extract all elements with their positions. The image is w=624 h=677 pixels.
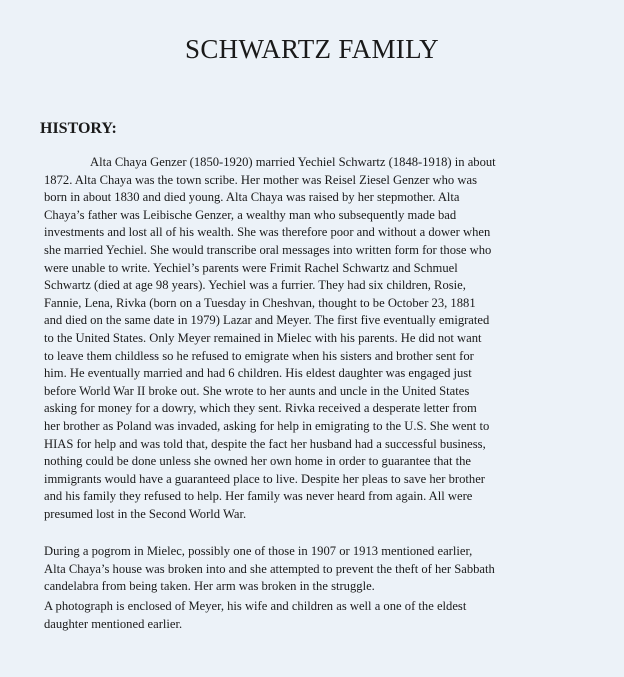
text-line: Chaya’s father was Leibische Genzer, a wealthy man who subsequently made bad (44, 207, 457, 222)
text-line: 1872. Alta Chaya was the town scribe. Her mother was Reisel Ziesel Genzer who was (44, 172, 477, 187)
text-line: to leave them childless so he refused to emigrate when his sisters and brother sent for (44, 348, 474, 363)
text-line: Alta Chaya Genzer (1850-1920) married Yechiel Schwartz (1848-1918) in about (90, 155, 496, 169)
text-line: asking for money for a dowry, which they sent. Rivka received a desperate letter from (44, 401, 477, 416)
text-line: born in about 1830 and died young. Alta Chaya was raised by her stepmother. Alta (44, 190, 460, 205)
text-line: and his family they refused to help. Her family was never heard from again. All were (44, 489, 473, 504)
pogrom-paragraph (44, 543, 584, 596)
text-line: A photograph is enclosed of Meyer, his wife and children as well a one of the eldest (44, 599, 467, 613)
text-line: her brother as Poland was invaded, asking for help in emigrating to the U.S. She went to (44, 418, 490, 433)
text-line: Fannie, Lena, Rivka (born on a Tuesday in Cheshvan, thought to be October 23, 1881 (44, 295, 476, 310)
history-heading: HISTORY: (40, 120, 117, 137)
text-line: him. He eventually married and had 6 children. His eldest daughter was engaged just (44, 366, 472, 381)
text-line: Alta Chaya’s house was broken into and she attempted to prevent the theft of her Sabbath (44, 561, 495, 576)
history-paragraph (44, 154, 584, 523)
text-line: and died on the same date in 1979) Lazar and Meyer. The first five eventually emigrated (44, 313, 490, 328)
text-line: HIAS for help and was told that, despite the fact her husband had a successful business, (44, 436, 486, 451)
text-line: immigrants would have a guaranteed place to live. Despite her pleas to save her brother (44, 471, 485, 486)
text-line: presumed lost in the Second World War. (44, 506, 247, 521)
text-line: Schwartz (died at age 98 years). Yechiel was a furrier. They had six children, Rosie, (44, 278, 466, 293)
text-line: During a pogrom in Mielec, possibly one of those in 1907 or 1913 mentioned earlier, (44, 544, 473, 558)
text-line: daughter mentioned earlier. (44, 616, 183, 631)
text-line: candelabra from being taken. Her arm was broken in the struggle. (44, 579, 375, 594)
text-line: before World War II broke out. She wrote to her aunts and uncle in the United States (44, 383, 470, 398)
text-line: to the United States. Only Meyer remained in Mielec with his parents. He did not want (44, 330, 482, 345)
text-line: investments and lost all of his wealth. She was therefore poor and without a dower when (44, 225, 491, 240)
text-line: nothing could be done unless she owned her own home in order to guarantee that the (44, 454, 472, 469)
text-line: were unable to write. Yechiel’s parents were Frimit Rachel Schwartz and Schmuel (44, 260, 458, 275)
page-title: SCHWARTZ FAMILY (185, 34, 439, 64)
text-line: she married Yechiel. She would transcribe oral messages into written form for those who (44, 242, 492, 257)
photograph-paragraph (44, 598, 584, 633)
